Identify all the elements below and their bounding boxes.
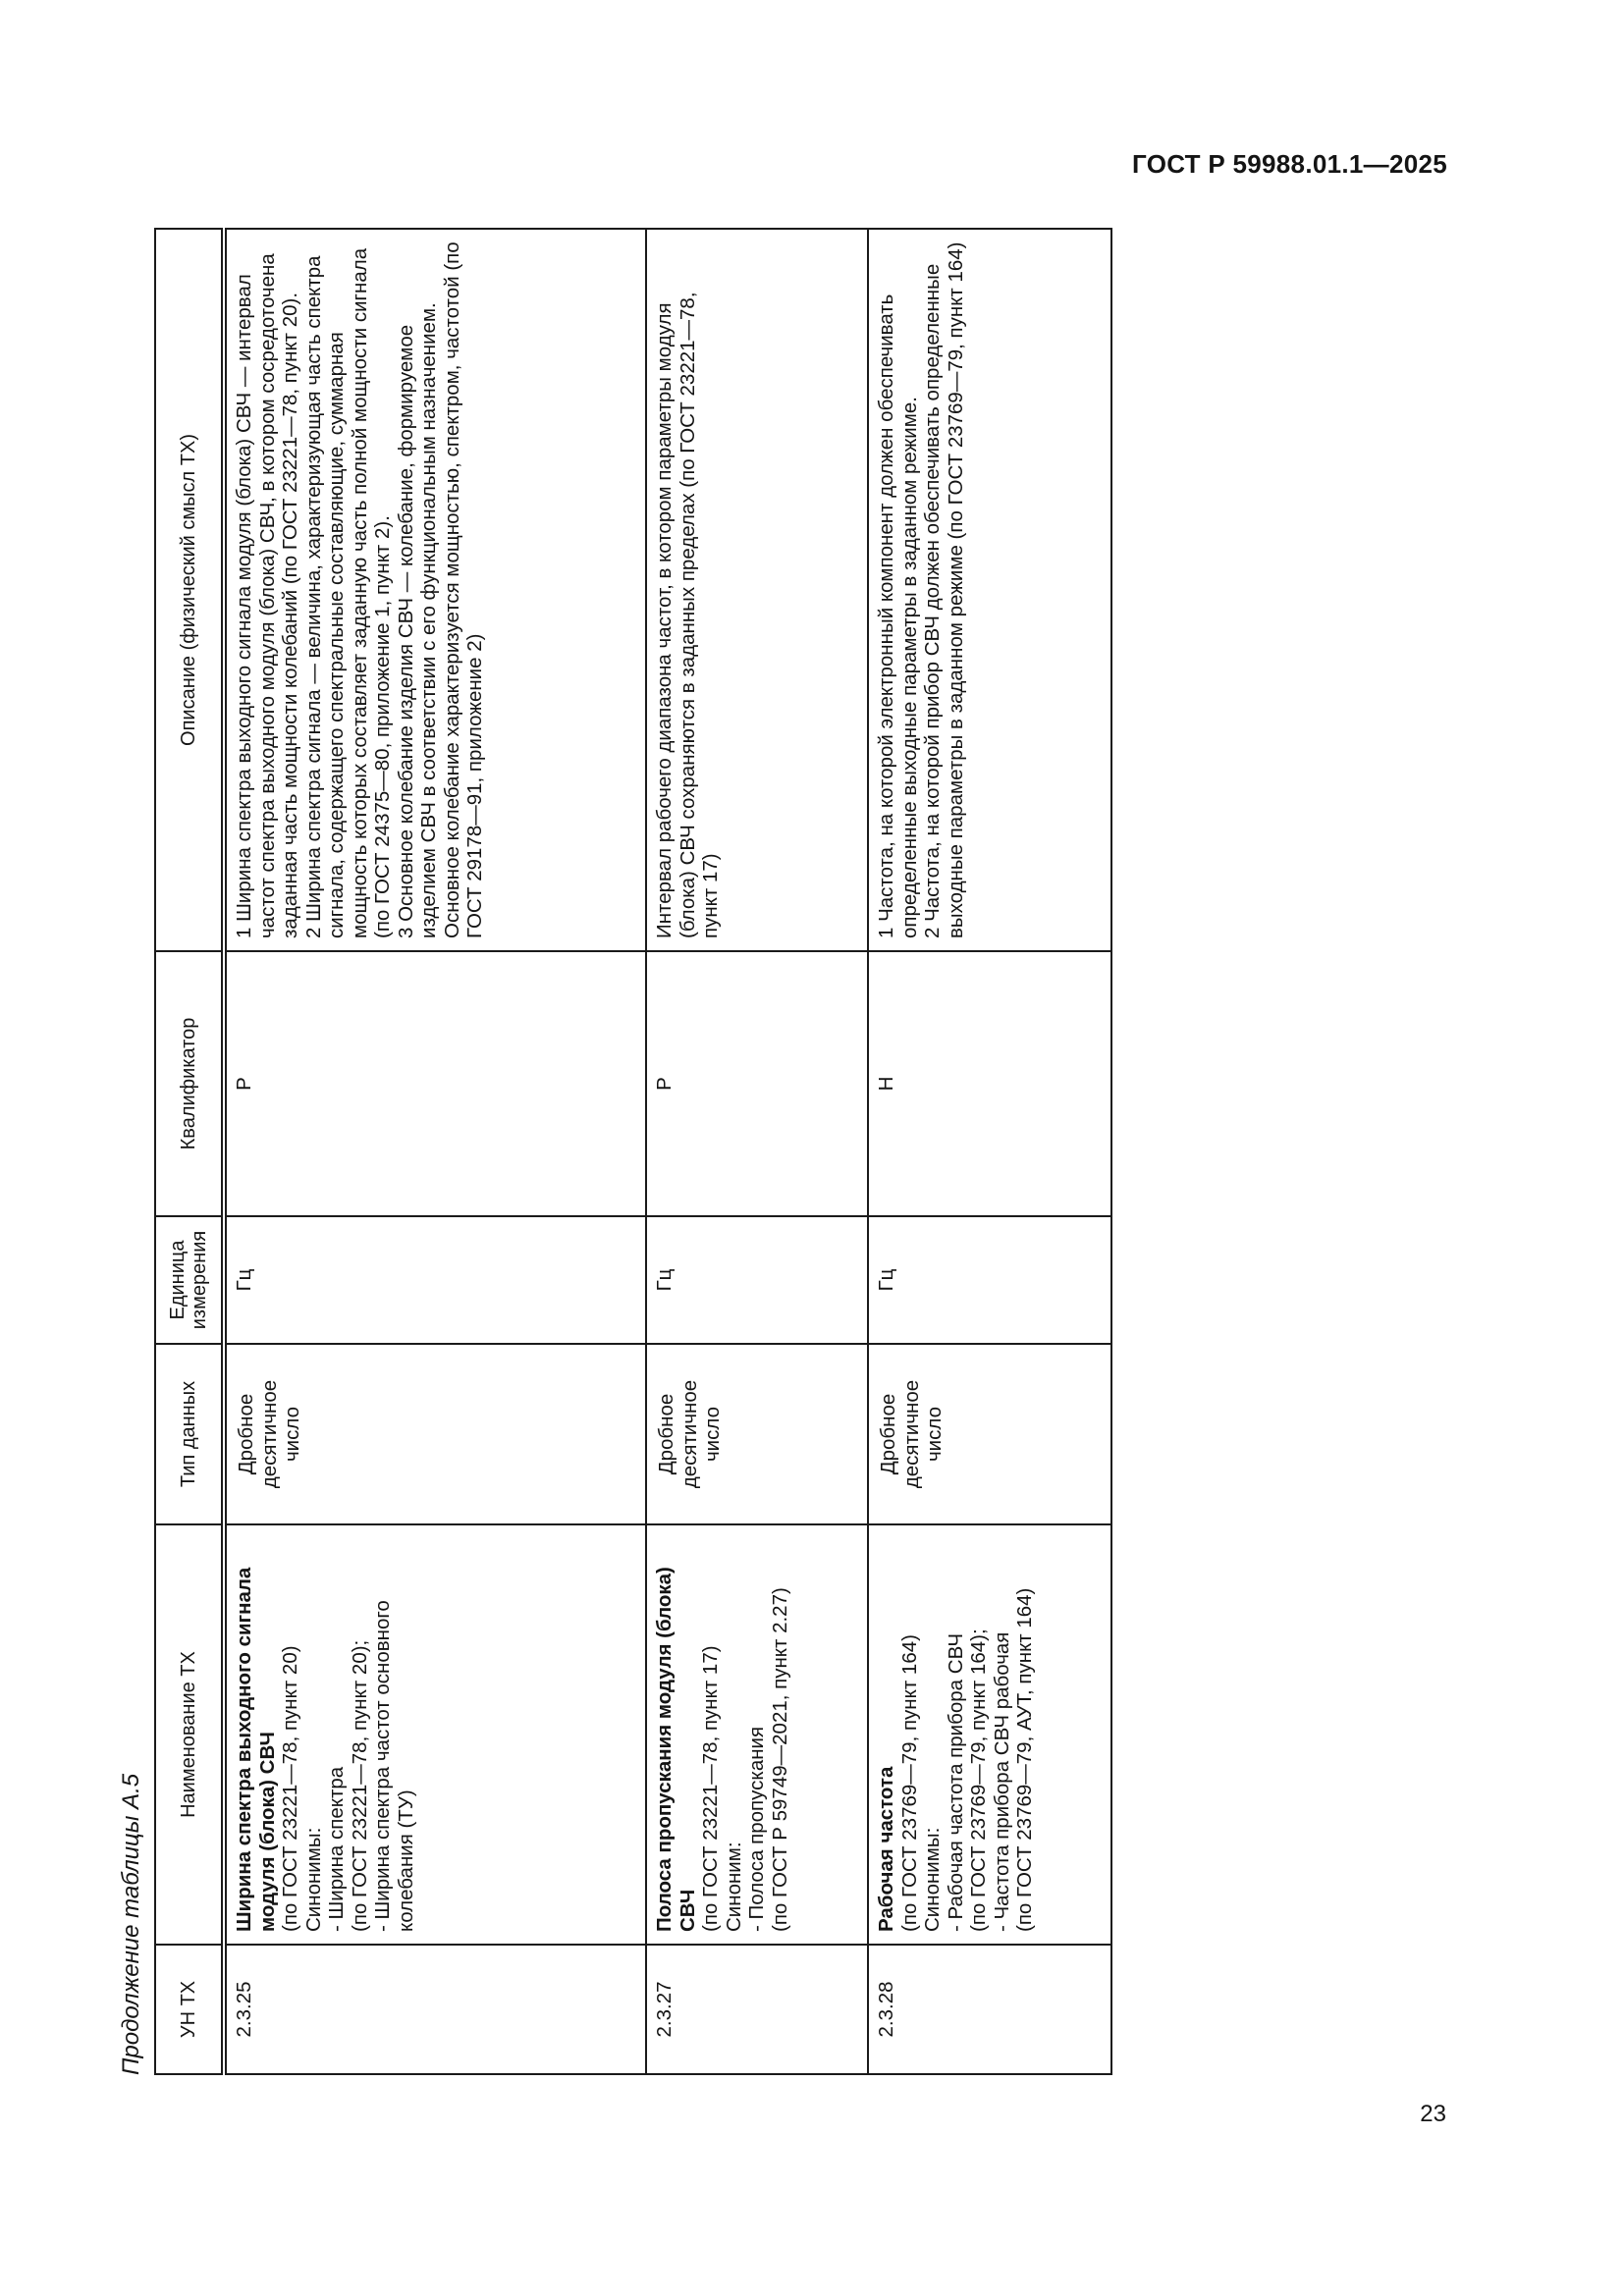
page-number: 23 bbox=[1420, 2101, 1446, 2127]
table-row bbox=[224, 229, 646, 2074]
col-header-id: УН ТХ bbox=[155, 1945, 224, 2074]
name-line: (по ГОСТ 23221—78, пункт 20) bbox=[279, 1645, 301, 1932]
name-line: Синонимы: bbox=[301, 1827, 325, 1932]
table-row bbox=[646, 229, 868, 2074]
characteristics-table bbox=[154, 228, 1112, 2075]
cell-id: 2.3.25 bbox=[224, 1945, 646, 2074]
cell-name bbox=[224, 1524, 646, 1945]
name-line: Синоним: bbox=[722, 1842, 745, 1932]
name-line: Синонимы: bbox=[921, 1827, 944, 1932]
cell-data-type: Дробное десятичное число bbox=[646, 1344, 868, 1524]
cell-description bbox=[868, 229, 1111, 951]
desc-line: 2 Частота, на которой прибор СВЧ должен обеспечивать определенные выходные параметры в заданном режиме (по ГОСТ 23769—79, пункт 164) bbox=[921, 241, 967, 938]
col-header-name: Наименование ТХ bbox=[155, 1524, 224, 1945]
name-bold: Полоса пропускания модуля (блока) СВЧ bbox=[653, 1567, 699, 1932]
name-line: - Частота прибора СВЧ рабочая bbox=[990, 1631, 1013, 1932]
name-line: - Ширина спектра bbox=[325, 1766, 348, 1932]
table-caption: Продолжение таблицы А.5 bbox=[118, 1773, 144, 2075]
cell-name bbox=[646, 1524, 868, 1945]
cell-unit: Гц bbox=[224, 1216, 646, 1344]
name-line: (по ГОСТ Р 59749—2021, пункт 2.27) bbox=[768, 1587, 791, 1932]
cell-unit: Гц bbox=[868, 1216, 1111, 1344]
cell-qualifier: Н bbox=[868, 951, 1111, 1216]
col-header-description: Описание (физический смысл ТХ) bbox=[155, 229, 224, 951]
cell-unit: Гц bbox=[646, 1216, 868, 1344]
name-line: (по ГОСТ 23769—79, пункт 164) bbox=[897, 1634, 921, 1932]
cell-id: 2.3.28 bbox=[868, 1945, 1111, 2074]
cell-qualifier: Р bbox=[224, 951, 646, 1216]
desc-line: 1 Частота, на которой электронный компонент должен обеспечивать определенные выходные параметры в заданном режиме. bbox=[875, 294, 921, 938]
name-bold: Ширина спектра выходного сигнала модуля (блока) СВЧ bbox=[233, 1567, 279, 1932]
cell-description bbox=[646, 229, 868, 951]
col-header-data-type: Тип данных bbox=[155, 1344, 224, 1524]
cell-description bbox=[224, 229, 646, 951]
name-line: - Ширина спектра частот основного колебания (ТУ) bbox=[371, 1600, 417, 1932]
table-row bbox=[868, 229, 1111, 2074]
desc-line: 3 Основное колебание изделия СВЧ — колебание, формируемое изделием СВЧ в соответствии с его функциональным назначением. Основное колебание характеризуется мощностью, спектром, частотой (по ГОСТ 29178—91, приложение 2) bbox=[394, 241, 486, 938]
desc-line: Интервал рабочего диапазона частот, в котором параметры модуля (блока) СВЧ сохраняются в заданных пределах (по ГОСТ 23221—78, пункт 17) bbox=[653, 292, 722, 938]
name-line: (по ГОСТ 23769—79, пункт 164); bbox=[967, 1629, 990, 1932]
name-line: (по ГОСТ 23769—79, АУТ, пункт 164) bbox=[1013, 1587, 1036, 1932]
cell-qualifier: Р bbox=[646, 951, 868, 1216]
name-bold: Рабочая частота bbox=[875, 1766, 897, 1932]
rotated-table-block bbox=[112, 230, 1153, 2075]
cell-name bbox=[868, 1524, 1111, 1945]
cell-data-type: Дробное десятичное число bbox=[868, 1344, 1111, 1524]
name-line: (по ГОСТ 23221—78, пункт 17) bbox=[699, 1645, 722, 1932]
col-header-qualifier: Квалификатор bbox=[155, 951, 224, 1216]
cell-id: 2.3.27 bbox=[646, 1945, 868, 2074]
name-line: - Полоса пропускания bbox=[745, 1726, 768, 1932]
table-header-row bbox=[155, 229, 224, 2074]
name-line: - Рабочая частота прибора СВЧ bbox=[944, 1633, 967, 1932]
col-header-unit: Единица измерения bbox=[155, 1216, 224, 1344]
desc-line: 1 Ширина спектра выходного сигнала модуля (блока) СВЧ — интервал частот спектра выходного модуля (блока) СВЧ, в котором сосредоточена заданная часть мощности колебаний (по ГОСТ 23221—78, пункт 20). bbox=[233, 253, 301, 938]
document-code: ГОСТ Р 59988.01.1—2025 bbox=[1132, 149, 1447, 179]
cell-data-type: Дробное десятичное число bbox=[224, 1344, 646, 1524]
name-line: (по ГОСТ 23221—78, пункт 20); bbox=[348, 1639, 371, 1932]
desc-line: 2 Ширина спектра сигнала — величина, характеризующая часть спектра сигнала, содержащего спектральные составляющие, суммарная мощность которых составляет заданную часть полной мощности сигнала (по ГОСТ 24375—80, приложение 1, пункт 2). bbox=[301, 247, 394, 938]
